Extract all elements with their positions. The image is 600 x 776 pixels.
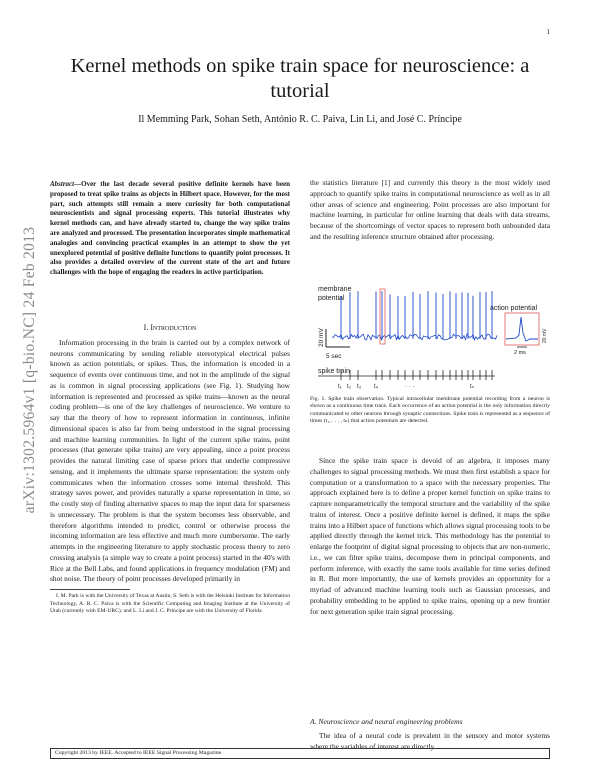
spike-train-figure xyxy=(310,283,550,393)
action-potential-inset xyxy=(505,313,539,345)
membrane-trace xyxy=(332,334,497,340)
trace-spikes xyxy=(341,291,492,339)
label-t2: t₂ xyxy=(347,384,351,390)
label-dots: · · · xyxy=(405,384,415,390)
label-t3: t₃ xyxy=(357,384,362,390)
introduction-section xyxy=(50,323,290,616)
paper-title: Kernel methods on spike train space for neuroscience: a tutorial xyxy=(70,55,530,102)
scale-mv: 20 mV xyxy=(318,328,325,347)
right-column-paragraph-2 xyxy=(310,456,550,617)
scale-sec: 5 sec xyxy=(326,353,342,360)
subsection-heading: A. Neuroscience and neural engineering problems xyxy=(310,717,463,726)
spike-train-ticks xyxy=(341,370,492,380)
page-number: 1 xyxy=(546,28,550,36)
label-membrane: membrane xyxy=(318,286,352,293)
scale-mv-small: 20 mV xyxy=(542,328,548,343)
label-potential: potential xyxy=(318,295,345,302)
scale-ms: 2 ms xyxy=(514,350,526,356)
abstract-text: —Over the last decade several positive definite kernels have been proposed to treat spike trains as objects in Hilbert space. However, for the most part, such attempts still remain a mere curiosity for both computational neuroscientists and signal processing experts. This tutorial illustrates why kernel methods can, and have already started to, change the way spike trains are analyzed and processed. The presentation incorporates simple mathematical analogies and convincing practical examples in an attempt to show the yet unexplored potential of positive definite functions to quantify point processes. It also provides a detailed overview of the current state of the art and future challenges with the hope of engaging the readers in active participation. xyxy=(50,180,290,277)
label-action-potential: action potential xyxy=(490,305,538,312)
subsection-a xyxy=(310,717,550,752)
footnote: I. M. Park is with the University of Texas at Austin, S. Seth is with the Helsinki Institute for Information Technology, A. R. C. Paiva is with the Scientific Computing and Imaging Institute at the University of Utah (currently with EM-URC), and L. Li and J. C. Príncipe are with the University of Florida xyxy=(50,593,290,614)
label-tn: tₙ xyxy=(470,384,475,390)
paragraph: Since the spike train space is devoid of an algebra, it imposes many challenges to signal processing methods. We must then first establish a space for computation or a transformation to a space with the necessary properties. The approach explained here is to define a proper kernel function on spike trains to capture nonparametrically the temporal structure and the variability of the spike trains of interest. Once a positive definite kernel is defined, it maps the spike trains into a Hilbert space of functions which allows signal processing tools to be applied directly through the kernel trick. This methodology has the potential to enlarge the footprint of digital signal processing to objects that are non-numeric, i.e., we can filter spike trains, decompose them in principal components, and perform inference, with exactly the same tools available for time series defined in R. But more importantly, the use of kernels provides an opportunity for a myriad of advanced machine learning tools such as Gaussian processes, and probability embedding to be applied to spike trains, opening up a new frontier for next generation spike train signal processing. xyxy=(310,456,550,616)
label-t1: t₁ xyxy=(338,384,342,390)
arxiv-stamp-text: arXiv:1302.5964v1 [q-bio.NC] 24 Feb 2013 xyxy=(21,226,38,514)
abstract xyxy=(50,180,290,278)
paragraph: the statistics literature [1] and currently this theory is the most widely used approach to quantify spike trains in computational neuroscience as well as in all other areas of science and engineering. Point processes are also important for machine learning, in particular for online learning that deals with data streams, because of the shortcomings of vector spaces to represent both unbounded data and the resulting inference structure obtained after processing. xyxy=(310,178,550,241)
copyright-notice: Copyright 2013 by IEEE. Accepted to IEEE Signal Processing Magazine. xyxy=(50,748,550,759)
paragraph: The idea of a neural code is prevalent in the sensory and motor systems where the variables of interest are directly xyxy=(310,730,550,751)
footnote-rule xyxy=(50,589,130,590)
arxiv-stamp xyxy=(21,140,39,600)
intro-paragraph: Information processing in the brain is carried out by a complex network of neurons communicating by sending reliable stereotypical electrical pulses known as action potentials, or spikes. Thus, the information is encoded in a sequence of events over continuous time, and not in the amplitude of the signal as is common in signal processing applications (see Fig. 1). Studying how information is represented and processed as spike trains—known as the neural coding problem—is one of the key challenges of neuroscience. We venture to say that the theory of how to represent information in continuous, infinite dimensional spaces is also far from being understood in the signal processing and machine learning communities. In light of the current spike trains, point processes (that generate spike trains) are very appealing, since a point process provides the natural limiting case of sparse priors that underlie compressive sensing, and it implements the ultimate sparse representation: the system only communicates when the information crosses some internal threshold. This strategy saves power, and provides naturally a sparse representation in time, so the costly step of finding alternative spaces to map the input data for sparseness is unnecessary. The problem is that the system becomes less observable, and therefore algorithms intended to predict, control or otherwise process the incoming information are less effective and much more cumbersome. The early attempts in the engineering literature to apply stochastic process theory to zero crossing analysis (a simple way to create a point process) started in the 40's with Rice at the Bell Labs, and found applications in frequency modulation (FM) and shot noise. The theory of point processes developed primarily in xyxy=(50,337,290,584)
abstract-label: Abstract xyxy=(50,180,75,188)
figure-1 xyxy=(310,283,550,393)
section-heading: I. Introduction xyxy=(143,323,197,332)
label-t4: t₄ xyxy=(374,384,379,390)
author-list: Il Memming Park, Sohan Seth, António R. C. Paiva, Lin Li, and José C. Príncipe xyxy=(138,114,462,125)
label-spike-train: spike train xyxy=(318,368,350,375)
figure-caption: Fig. 1. Spike train observation. Typical intracellular membrane potential recording from a neuron is shown as a continuous time trace. Each occurrence of an action potential is the only information directly communicated to other neurons through synaptic connections. Spike train is represented as a sequence of times (t₁, . . . , tₙ) that action potentials are detected. xyxy=(310,396,550,425)
right-column-paragraph-1 xyxy=(310,178,550,243)
